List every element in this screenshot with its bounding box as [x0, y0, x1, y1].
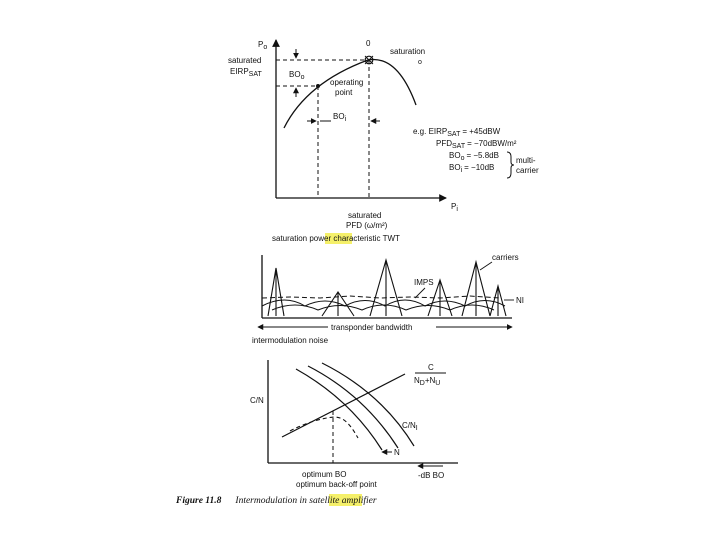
carrier-5 [462, 262, 490, 316]
operating-point-dot [316, 84, 320, 88]
bo-input-label: BOi [333, 112, 347, 123]
figure-caption [175, 494, 377, 506]
svg-text:e.g. EIRPSAT= +45dBW: e.g. EIRPSAT = +45dBW [413, 127, 501, 138]
cn-panel [250, 360, 458, 489]
multi-carrier-label-1: multi- [516, 156, 536, 165]
carrier-group [268, 260, 506, 316]
bandwidth-label: transponder bandwidth [331, 323, 413, 332]
svg-text:BOi= −10dB: BOi = −10dB [449, 163, 495, 174]
spectrum-panel-title: intermodulation noise [252, 336, 329, 345]
bo-output-label: BOo [289, 70, 305, 81]
carrier-1 [268, 268, 284, 316]
spectrum-panel [252, 253, 524, 345]
multi-carrier-label-2: carrier [516, 166, 539, 175]
cn-x-axis-label: -dB BO [418, 471, 445, 480]
svg-text:BOo= −5.8dB: BOo = −5.8dB [449, 151, 499, 162]
imps-label: IMPS [414, 278, 434, 287]
optimum-backoff-label: optimum back-off point [296, 480, 377, 489]
saturated-pfd-label-1: saturated [348, 211, 382, 220]
cn-intermod-line [282, 374, 405, 437]
example-values [413, 127, 539, 178]
caption-text: Figure 11.8 Intermodulation in satellite amplifier [176, 496, 377, 506]
intermod-humps-2 [272, 305, 494, 310]
c-over-n-denominator: ND+NU [414, 376, 441, 387]
carriers-label: carriers [492, 253, 519, 262]
pi-axis-label: Pi [451, 202, 458, 213]
cn-thermal-curve-1 [296, 369, 382, 450]
saturation-point-label: 0 [366, 39, 371, 48]
svg-text:PFDSAT= −70dBW/m²: PFDSAT = −70dBW/m² [436, 139, 517, 150]
noise-floor-dashed [262, 296, 500, 298]
saturated-eirp-label-2: EIRPSAT [230, 67, 262, 78]
optimum-bo-label: optimum BO [302, 470, 347, 479]
cn-axis-label: C/N [250, 396, 264, 405]
twt-characteristic-panel [228, 39, 539, 244]
c-over-n-numerator: C [428, 363, 434, 372]
carrier-3 [370, 260, 402, 316]
saturation-label: saturation [390, 47, 426, 56]
twt-panel-title: saturation power characteristic TWT [272, 234, 400, 243]
operating-point-label-2: point [335, 88, 353, 97]
cn-thermal-curve-2 [308, 366, 398, 448]
c-over-ni-label: C/NI [402, 421, 418, 432]
saturated-eirp-label-1: saturated [228, 56, 262, 65]
po-axis-label: Po [258, 40, 268, 51]
saturation-subscript: o [418, 59, 422, 66]
operating-point-label-1: operating [330, 78, 364, 87]
n-label: N [394, 448, 400, 457]
ni-label: NI [516, 296, 524, 305]
cn-thermal-curve-3 [322, 363, 414, 446]
saturated-pfd-label-2: PFD (ω/m²) [346, 221, 388, 230]
